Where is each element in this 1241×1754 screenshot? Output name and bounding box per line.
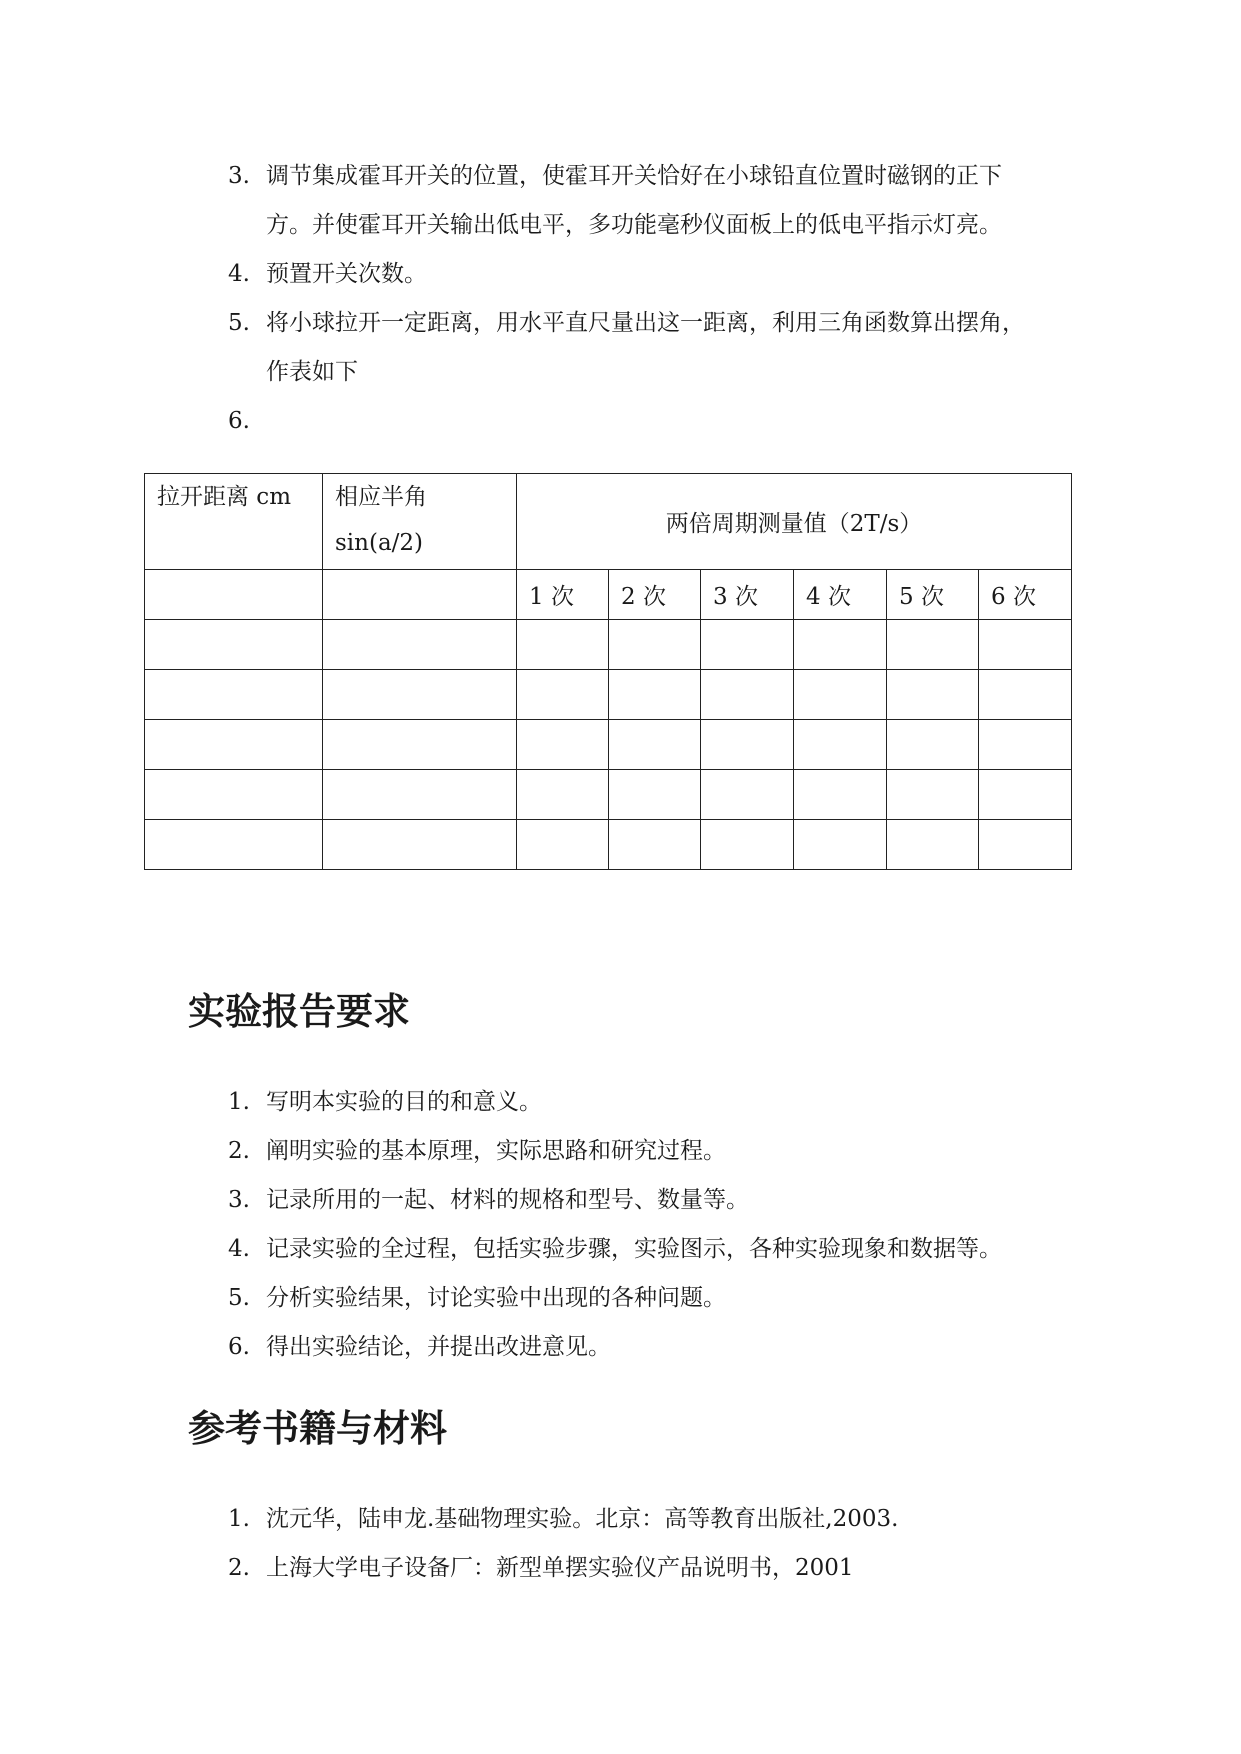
table-cell	[323, 720, 517, 770]
table-cell	[701, 670, 794, 720]
distance-header-label: 拉开距离 cm	[157, 484, 292, 510]
table-cell	[979, 670, 1072, 720]
table-cell	[609, 720, 701, 770]
item-number: 4.	[228, 1236, 250, 1262]
table-cell	[323, 820, 517, 870]
table-cell	[323, 570, 517, 620]
table-cell	[145, 770, 323, 820]
item-number: 5.	[228, 1285, 250, 1311]
item-text: 上海大学电子设备厂：新型单摆实验仪产品说明书，2001	[266, 1555, 854, 1581]
trial-header: 1 次	[517, 570, 609, 620]
table-cell	[701, 620, 794, 670]
item-text: 得出实验结论，并提出改进意见。	[266, 1334, 611, 1360]
table-cell	[609, 620, 701, 670]
table-cell	[609, 670, 701, 720]
table-cell	[794, 670, 887, 720]
table-cell	[701, 820, 794, 870]
item-number: 2.	[228, 1555, 250, 1581]
table-cell	[887, 770, 979, 820]
step-number: 3.	[228, 163, 250, 189]
item-text: 记录所用的一起、材料的规格和型号、数量等。	[266, 1187, 749, 1213]
table-cell	[701, 720, 794, 770]
table-cell	[979, 820, 1072, 870]
table-cell	[517, 620, 609, 670]
item-text: 记录实验的全过程，包括实验步骤，实验图示，各种实验现象和数据等。	[266, 1236, 1002, 1262]
table-cell	[794, 770, 887, 820]
step-text: 预置开关次数。	[266, 261, 427, 287]
trial-header: 2 次	[609, 570, 701, 620]
table-cell	[145, 570, 323, 620]
table-cell	[323, 770, 517, 820]
trial-header: 6 次	[979, 570, 1072, 620]
table-cell	[145, 670, 323, 720]
table-cell	[517, 720, 609, 770]
table-cell	[517, 770, 609, 820]
table-cell	[887, 620, 979, 670]
table-cell	[979, 620, 1072, 670]
item-text: 分析实验结果，讨论实验中出现的各种问题。	[266, 1285, 726, 1311]
table-cell	[887, 820, 979, 870]
item-number: 1.	[228, 1506, 250, 1532]
table-cell	[609, 770, 701, 820]
step-text-continued: 作表如下	[266, 359, 358, 385]
item-text: 写明本实验的目的和意义。	[266, 1089, 542, 1115]
half-angle-header-line2: sin(a/2)	[335, 530, 424, 556]
trial-header: 4 次	[794, 570, 887, 620]
step-number: 4.	[228, 261, 250, 287]
item-number: 3.	[228, 1187, 250, 1213]
item-number: 6.	[228, 1334, 250, 1360]
step-number: 5.	[228, 310, 250, 336]
item-text: 阐明实验的基本原理，实际思路和研究过程。	[266, 1138, 726, 1164]
table-cell	[887, 720, 979, 770]
step-text-continued: 方。并使霍耳开关输出低电平，多功能毫秒仪面板上的低电平指示灯亮。	[266, 212, 1002, 238]
table-row	[145, 670, 1072, 720]
half-angle-header	[323, 474, 517, 570]
table-cell	[145, 720, 323, 770]
table-cell	[794, 720, 887, 770]
table-cell	[794, 820, 887, 870]
table-cell	[979, 770, 1072, 820]
table-cell	[979, 720, 1072, 770]
table-cell	[517, 820, 609, 870]
report-requirements-heading: 实验报告要求	[188, 990, 410, 1033]
item-text: 沈元华，陆申龙.基础物理实验。北京：高等教育出版社,2003.	[266, 1506, 899, 1532]
table-cell	[145, 820, 323, 870]
table-row	[145, 820, 1072, 870]
table-row	[145, 620, 1072, 670]
trial-header-row	[145, 570, 1072, 620]
table-cell	[794, 620, 887, 670]
table-cell	[887, 670, 979, 720]
table-row	[145, 770, 1072, 820]
table-cell	[145, 620, 323, 670]
item-number: 2.	[228, 1138, 250, 1164]
table-cell	[609, 820, 701, 870]
period-group-header-label: 两倍周期测量值（2T/s）	[665, 511, 923, 537]
table-header-row	[145, 474, 1072, 570]
period-group-header	[517, 474, 1072, 570]
table-row	[145, 720, 1072, 770]
table-cell	[517, 670, 609, 720]
table-cell	[701, 770, 794, 820]
table-cell	[323, 670, 517, 720]
item-number: 1.	[228, 1089, 250, 1115]
distance-header	[145, 474, 323, 570]
step-number: 6.	[228, 408, 250, 434]
half-angle-header-line1: 相应半角	[335, 484, 427, 510]
measurement-table	[144, 473, 1072, 870]
references-heading: 参考书籍与材料	[188, 1407, 447, 1450]
trial-header: 3 次	[701, 570, 794, 620]
table-cell	[323, 620, 517, 670]
step-text: 调节集成霍耳开关的位置，使霍耳开关恰好在小球铅直位置时磁钢的正下	[266, 163, 1002, 189]
step-text: 将小球拉开一定距离，用水平直尺量出这一距离，利用三角函数算出摆角，	[266, 310, 1025, 336]
trial-header: 5 次	[887, 570, 979, 620]
